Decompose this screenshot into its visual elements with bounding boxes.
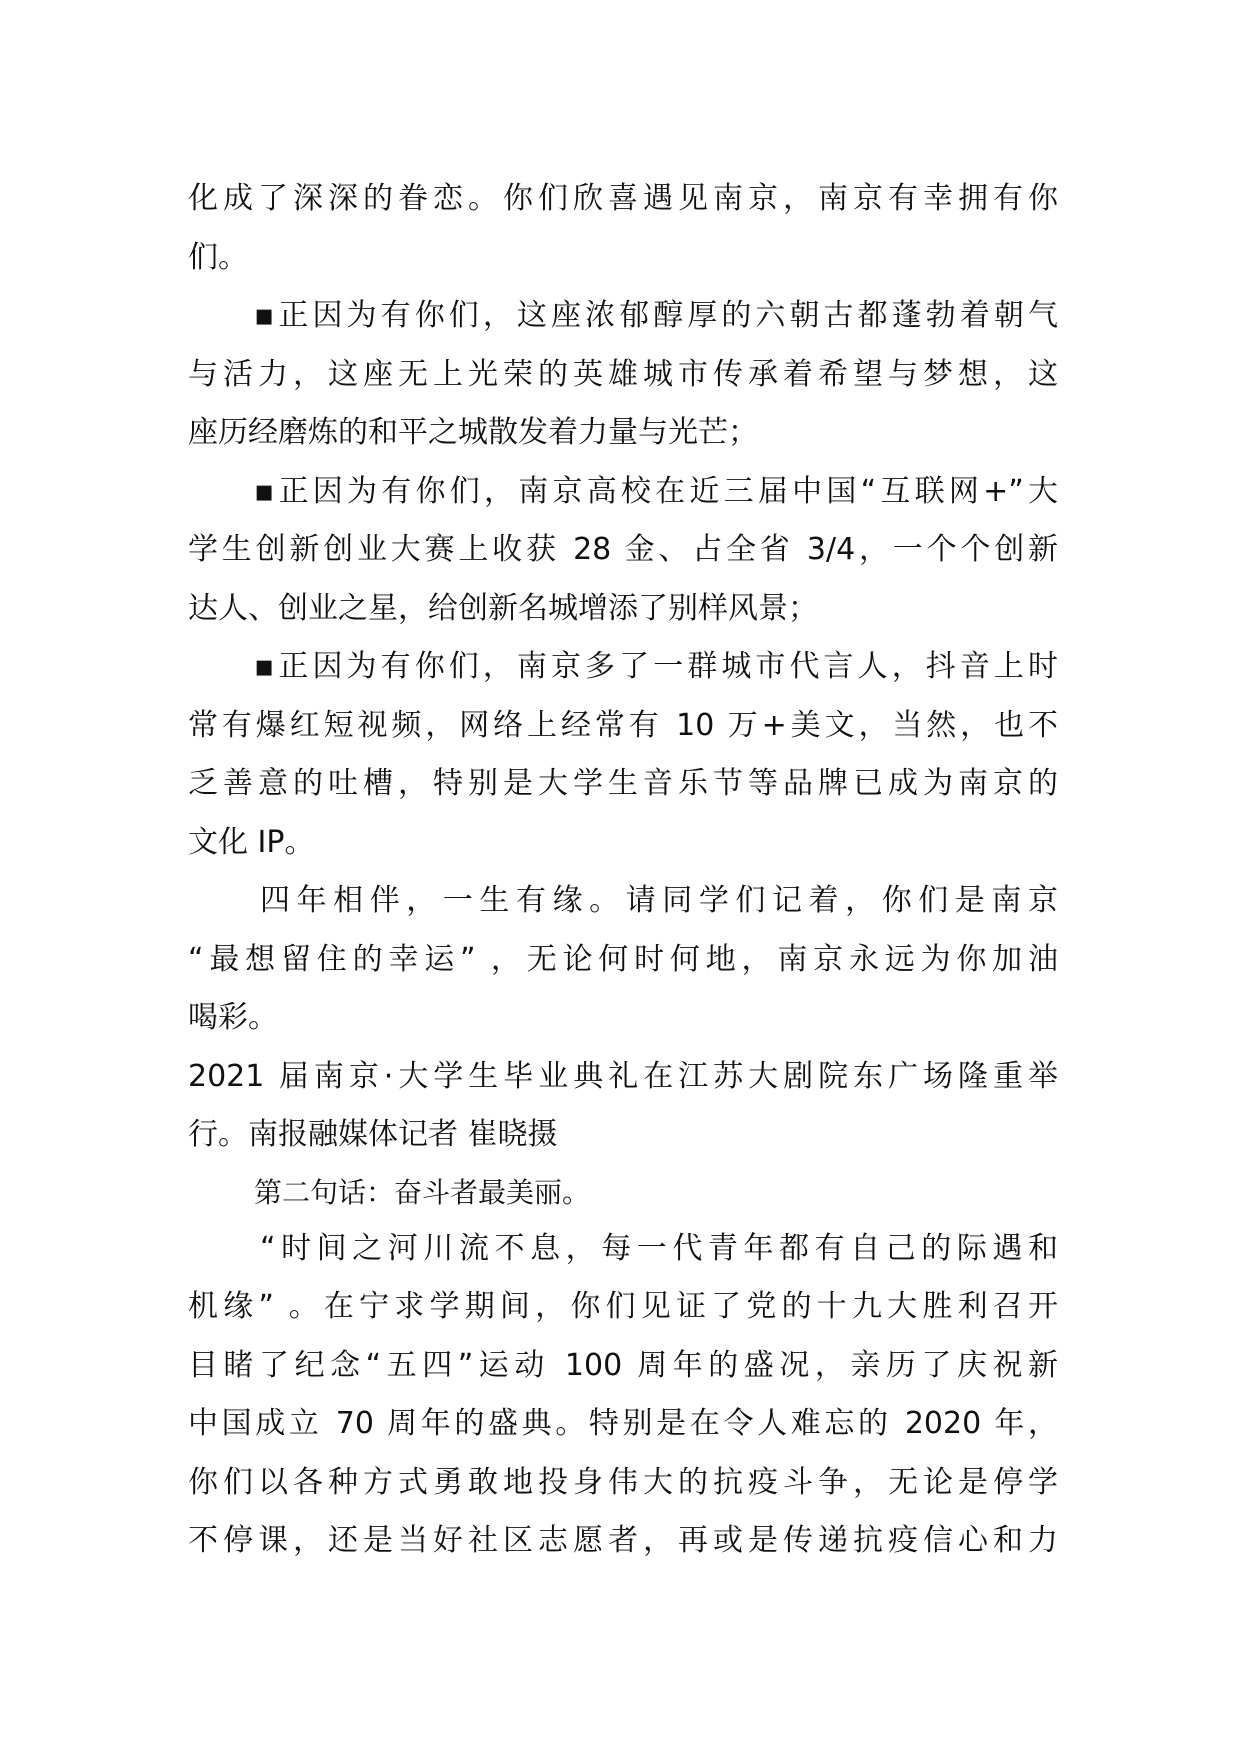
text-line: 目睹了纪念“五四”运动 100 周年的盛况，亲历了庆祝新: [188, 1347, 1058, 1383]
text-line: 喝彩。: [188, 1000, 278, 1035]
text-line: 们。: [188, 239, 248, 275]
document-page: [188, 170, 1058, 1571]
text-line: 中国成立 70 周年的盛典。特别是在令人难忘的 2020 年，: [188, 1406, 1058, 1441]
text-line: 化成了深深的眷恋。你们欣喜遇见南京，南京有幸拥有你: [188, 181, 1058, 216]
text-line: 学生创新创业大赛上收获 28 金、占全省 3/4，一个个创新: [188, 532, 1058, 567]
text-line: 你们以各种方式勇敢地投身伟大的抗疫斗争，无论是停学: [188, 1464, 1058, 1500]
text-line: 达人、创业之星，给创新名城增添了别样风景；: [188, 590, 818, 626]
bullet-paragraph-line: ▪正因为有你们，南京高校在近三届中国“互联网+”大: [254, 473, 1058, 509]
paragraph-line: “时间之河川流不息，每一代青年都有自己的际遇和: [260, 1230, 1058, 1266]
section-heading: 第二句话：奋斗者最美丽。: [254, 1175, 591, 1209]
text-line: 文化 IP。: [188, 824, 315, 860]
photo-caption-line: 2021 届南京·大学生毕业典礼在江苏大剧院东广场隆重举: [188, 1058, 1058, 1094]
text-line: 乏善意的吐槽，特别是大学生音乐节等品牌已成为南京的: [188, 766, 1058, 801]
text-line: 不停课，还是当好社区志愿者，再或是传递抗疫信心和力: [188, 1523, 1058, 1558]
text-line: 机缘” 。在宁求学期间，你们见证了党的十九大胜利召开: [188, 1289, 1058, 1324]
paragraph-line: 四年相伴，一生有缘。请同学们记着，你们是南京: [260, 883, 1058, 918]
bullet-paragraph-line: ▪正因为有你们，南京多了一群城市代言人，抖音上时: [254, 649, 1058, 684]
text-line: 常有爆红短视频，网络上经常有 10 万+美文，当然，也不: [188, 707, 1058, 743]
text-line: “最想留住的幸运” ，无论何时何地，南京永远为你加油: [188, 941, 1058, 977]
photo-caption-line: 行。南报融媒体记者 崔晓摄: [188, 1117, 558, 1152]
bullet-paragraph-line: ▪正因为有你们，这座浓郁醇厚的六朝古都蓬勃着朝气: [254, 298, 1058, 333]
text-line: 座历经磨炼的和平之城散发着力量与光芒；: [188, 415, 758, 450]
text-line: 与活力，这座无上光荣的英雄城市传承着希望与梦想，这: [188, 356, 1058, 392]
